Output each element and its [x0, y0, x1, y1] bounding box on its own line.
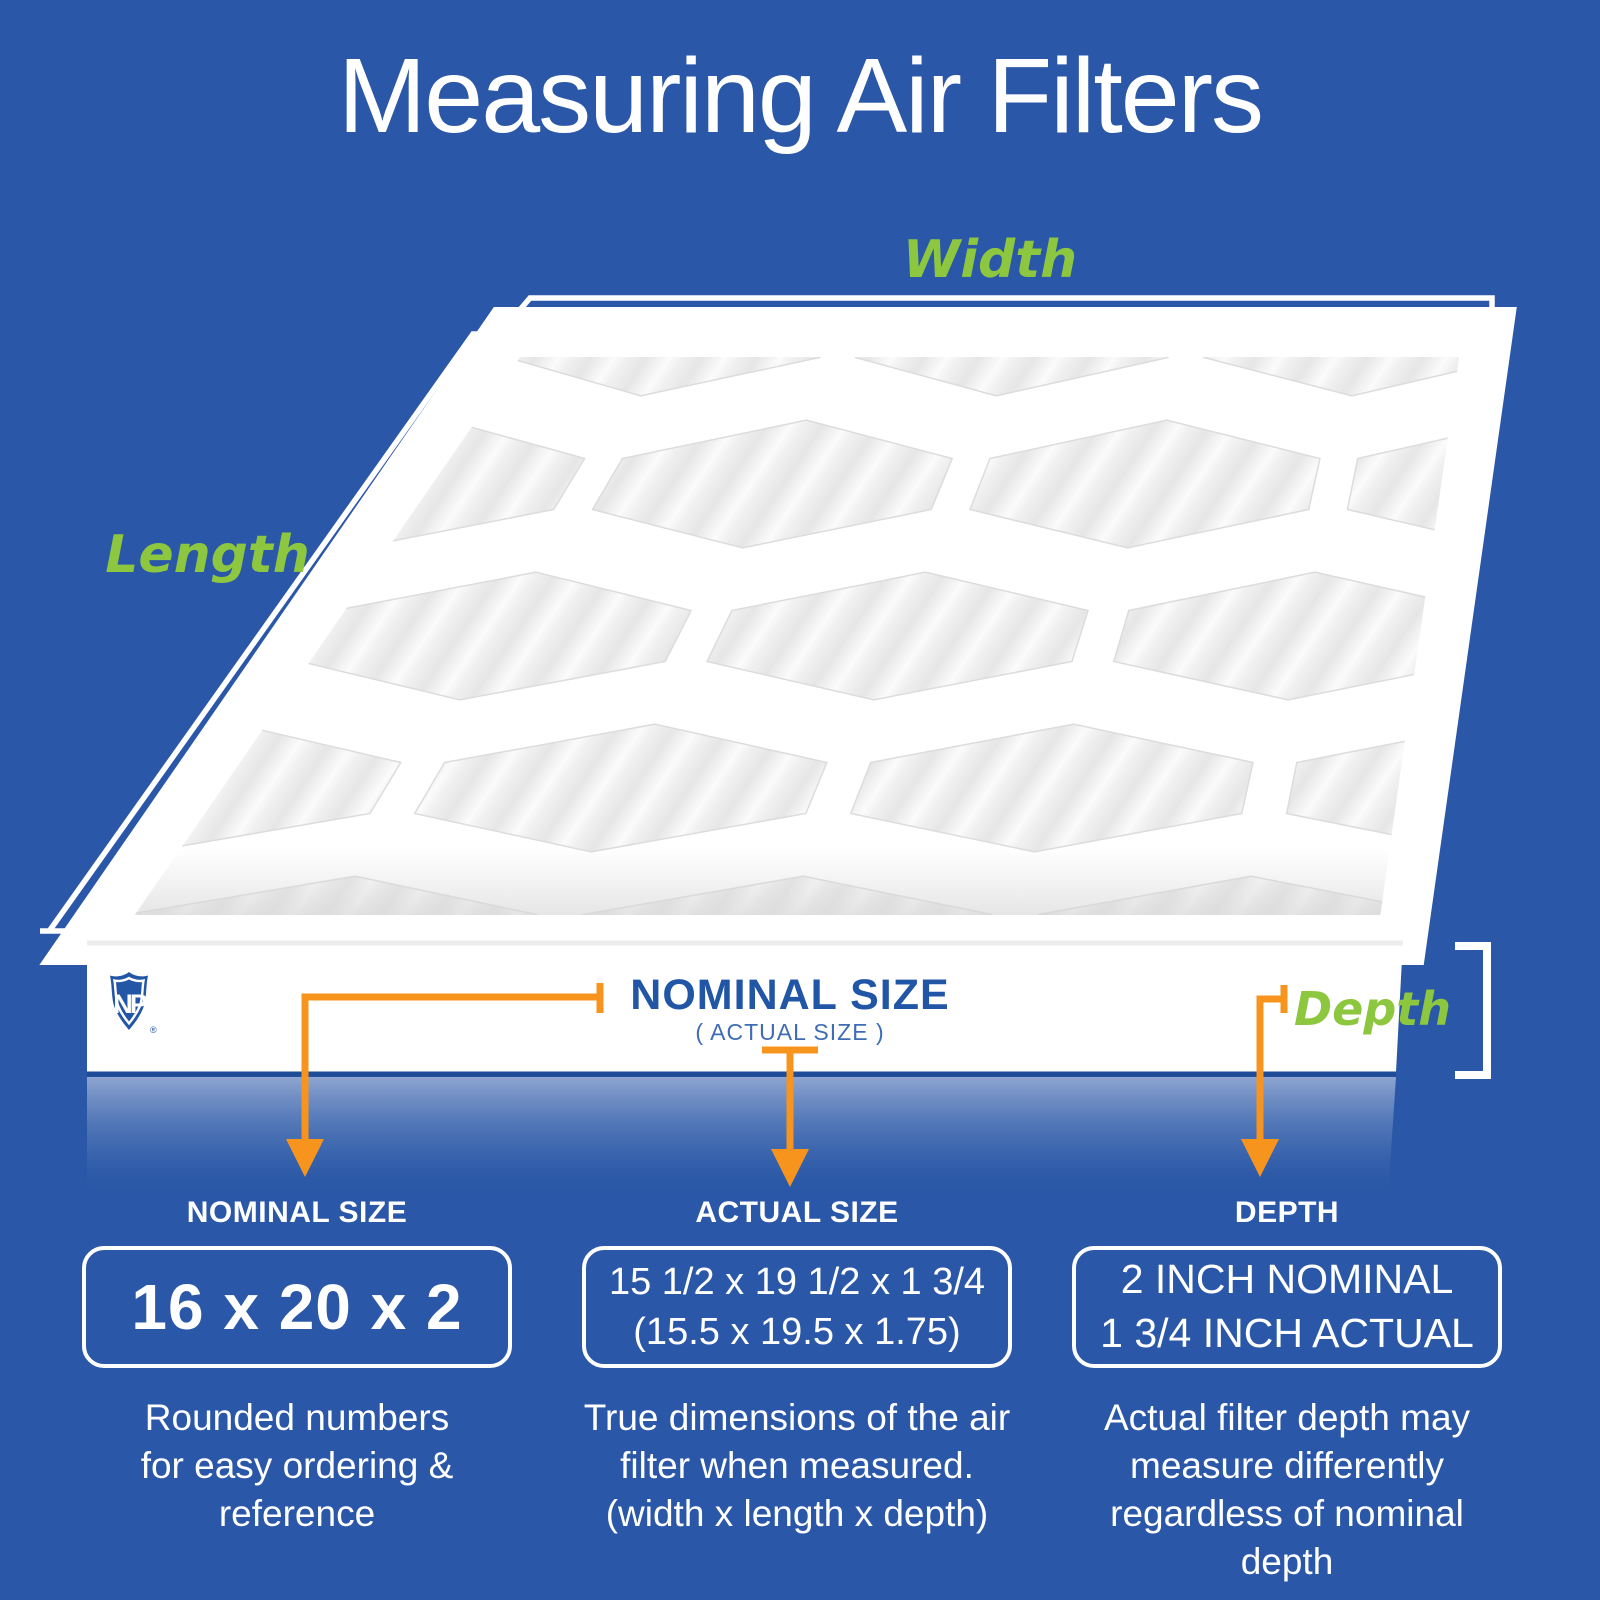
column-heading: ACTUAL SIZE — [695, 1196, 899, 1229]
box-line: 16 x 20 x 2 — [131, 1271, 463, 1343]
registered-mark: ® — [150, 1025, 157, 1035]
column-caption — [82, 1394, 512, 1538]
nominal-size-box — [82, 1246, 512, 1368]
box-line: 2 INCH NOMINAL — [1120, 1256, 1454, 1303]
depth-label: Depth — [1294, 982, 1452, 1036]
band-nominal-label: NOMINAL SIZE — [630, 971, 950, 1019]
column-depth — [1072, 1196, 1502, 1586]
depth-bracket — [1455, 946, 1487, 1075]
column-actual-size — [582, 1196, 1012, 1538]
depth-box — [1072, 1246, 1502, 1368]
brand-logo-text: NP — [113, 989, 145, 1019]
box-line: 15 1/2 x 19 1/2 x 1 3/4 — [608, 1260, 986, 1303]
caption-line: (width x length x depth) — [605, 1493, 989, 1535]
caption-line: True dimensions of the air — [583, 1397, 1011, 1438]
column-caption — [582, 1394, 1012, 1538]
width-label: Width — [902, 230, 1078, 290]
column-nominal-size — [82, 1196, 512, 1538]
caption-line: Rounded numbers — [144, 1397, 450, 1438]
caption-line: filter when measured. — [620, 1445, 974, 1487]
filter-face — [0, 268, 1600, 1004]
page-title: Measuring Air Filters — [337, 37, 1263, 155]
column-heading: NOMINAL SIZE — [186, 1196, 408, 1229]
caption-line: for easy ordering & reference — [140, 1445, 454, 1535]
band-actual-label: ( ACTUAL SIZE ) — [695, 1019, 885, 1045]
reflection — [87, 1077, 1396, 1196]
caption-line: regardless of nominal depth — [1110, 1493, 1464, 1583]
box-line: 1 3/4 INCH ACTUAL — [1100, 1310, 1474, 1356]
caption-line: measure differently — [1130, 1445, 1444, 1487]
box-line: (15.5 x 19.5 x 1.75) — [633, 1311, 961, 1353]
caption-line: Actual filter depth may — [1103, 1397, 1471, 1438]
column-caption — [1072, 1394, 1502, 1586]
actual-size-box — [582, 1246, 1012, 1368]
length-label: Length — [105, 525, 310, 585]
column-heading: DEPTH — [1234, 1196, 1340, 1229]
